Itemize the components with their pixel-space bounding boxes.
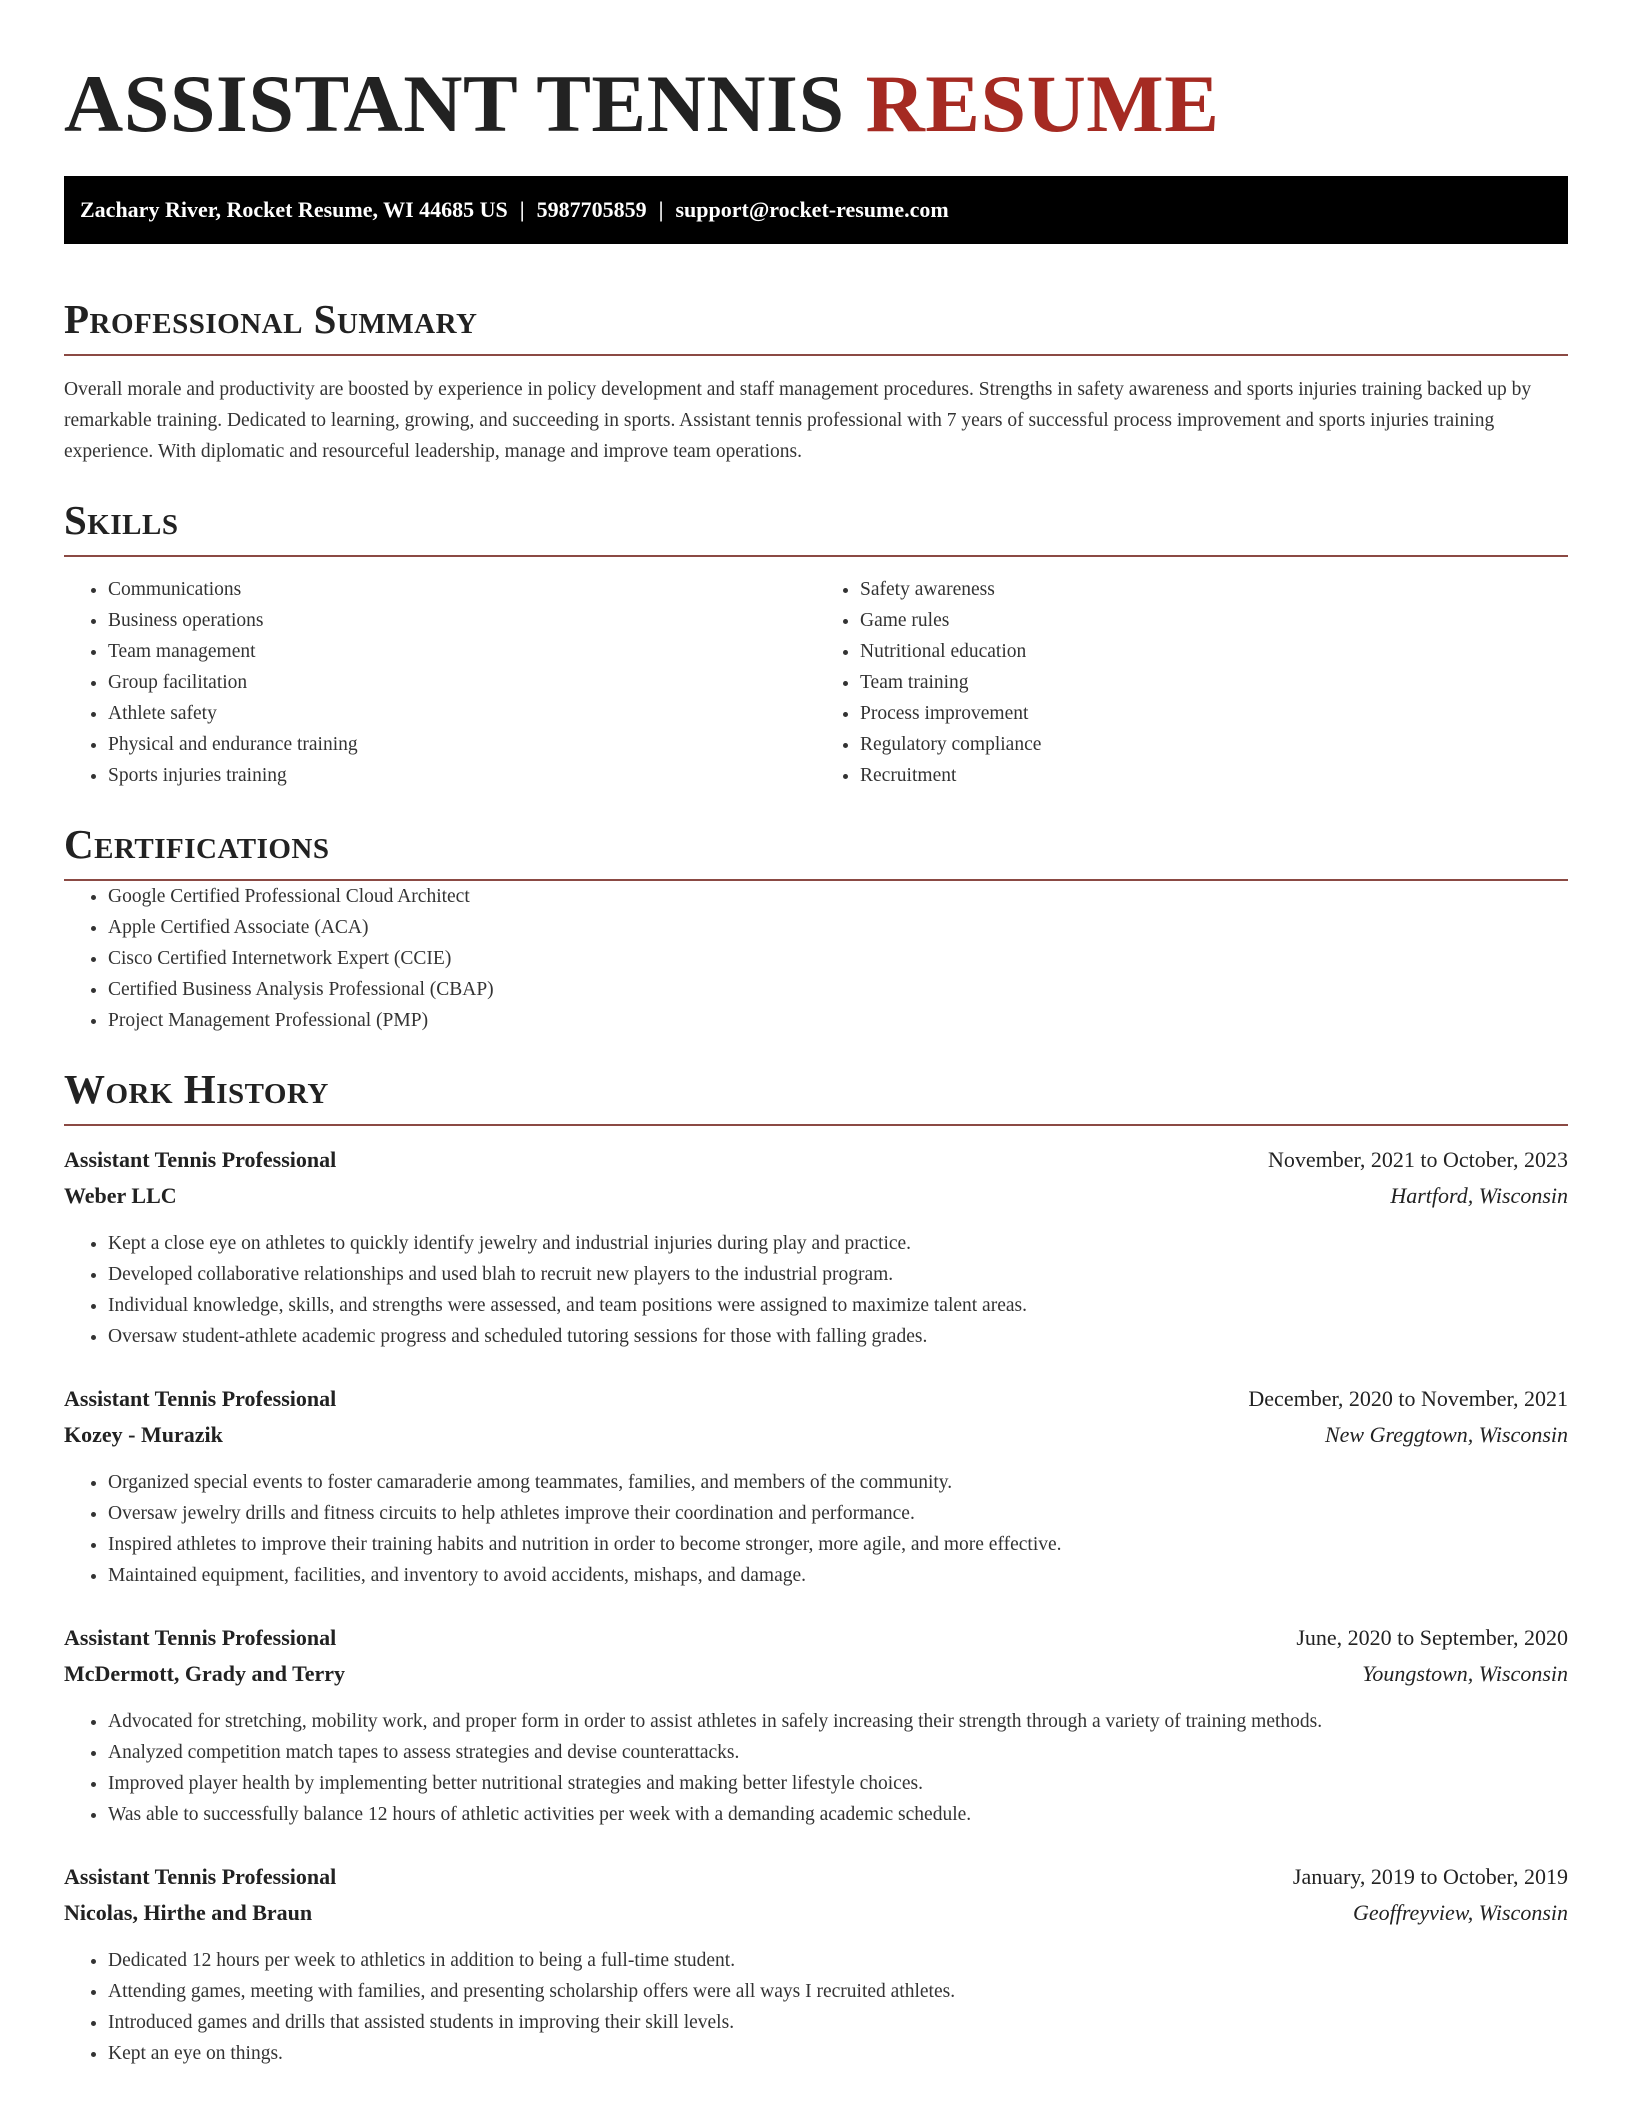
job-header-row [64,1620,1568,1656]
job-dates: January, 2019 to October, 2019 [1292,1864,1568,1889]
job-duties-list [64,1706,1568,1830]
job-duty: • Analyzed competition match tapes to assess strategies and devise counterattacks. [108,1737,1568,1768]
work-history-heading: Work History [64,1066,329,1112]
certification-item: • Certified Business Analysis Professional (CBAP) [108,974,1568,1005]
certifications-section [64,819,1568,1036]
job-company: Kozey - Murazik [64,1422,223,1447]
skill-item: • Athlete safety [108,698,816,729]
summary-text: Overall morale and productivity are boosted by experience in policy development and staff management procedures. Strengths in safety awareness and sports injuries training backed up by remarkable training. Dedicated to learning, growing, and succeeding in sports. Assistant tennis professional with 7 years of successful process improvement and sports injuries training experience. With diplomatic and resourceful leadership, manage and improve team operations. [64,379,1532,462]
job-duty: • Kept a close eye on athletes to quickly identify jewelry and industrial injuries during play and practice. [108,1228,1568,1259]
job-duties-list [64,1467,1568,1591]
job-entry [64,1142,1568,1352]
job-duty: • Advocated for stretching, mobility work, and proper form in order to assist athletes in safely increasing their strength through a variety of training methods. [108,1706,1568,1737]
job-title: Assistant Tennis Professional [64,1386,337,1411]
job-location: Hartford, Wisconsin [1390,1183,1568,1208]
job-duties-list [64,1228,1568,1352]
job-duty: • Individual knowledge, skills, and strengths were assessed, and team positions were assigned to maximize talent areas. [108,1290,1568,1321]
skills-section [64,495,1568,791]
job-duties-list [64,1945,1568,2069]
job-company: McDermott, Grady and Terry [64,1661,346,1686]
skill-item: • Physical and endurance training [108,729,816,760]
job-dates: June, 2020 to September, 2020 [1296,1625,1568,1650]
job-company-row [64,1656,1568,1692]
certification-item: • Cisco Certified Internetwork Expert (CCIE) [108,943,1568,974]
job-company: Weber LLC [64,1183,177,1208]
section-divider [64,555,1568,557]
certifications-list [64,881,1568,1036]
job-duty: • Introduced games and drills that assisted students in improving their skill levels. [108,2007,1568,2038]
section-divider [64,354,1568,356]
job-location: Youngstown, Wisconsin [1362,1661,1568,1686]
job-duty: • Maintained equipment, facilities, and inventory to avoid accidents, mishaps, and damage. [108,1560,1568,1591]
job-header-row [64,1859,1568,1895]
contact-bar [64,176,1568,244]
job-company: Nicolas, Hirthe and Braun [64,1900,313,1925]
skill-item: • Business operations [108,605,816,636]
resume-page [64,0,1568,2069]
skill-item: • Game rules [860,605,1568,636]
summary-section [64,294,1568,467]
job-location: New Greggtown, Wisconsin [1324,1422,1568,1447]
certification-item: • Apple Certified Associate (ACA) [108,912,1568,943]
job-header-row [64,1142,1568,1178]
job-title: Assistant Tennis Professional [64,1147,337,1172]
skill-item: • Nutritional education [860,636,1568,667]
title-main: ASSISTANT TENNIS [64,58,845,149]
certifications-heading: Certifications [64,821,330,867]
skill-item: • Team training [860,667,1568,698]
skill-item: • Communications [108,574,816,605]
job-entry [64,1381,1568,1591]
job-duty: • Oversaw student-athlete academic progress and scheduled tutoring sessions for those with falling grades. [108,1321,1568,1352]
skill-item: • Group facilitation [108,667,816,698]
contact-phone[interactable]: 5987705859 [536,197,647,222]
skill-item: • Recruitment [860,760,1568,791]
skill-item: • Sports injuries training [108,760,816,791]
skill-item: • Safety awareness [860,574,1568,605]
job-company-row [64,1178,1568,1214]
job-duty: • Dedicated 12 hours per week to athletics in addition to being a full-time student. [108,1945,1568,1976]
job-location: Geoffreyview, Wisconsin [1352,1900,1568,1925]
job-title: Assistant Tennis Professional [64,1864,337,1889]
job-duty: • Improved player health by implementing better nutritional strategies and making better lifestyle choices. [108,1768,1568,1799]
work-history-section [64,1064,1568,2069]
job-duty: • Kept an eye on things. [108,2038,1568,2069]
skill-item: • Process improvement [860,698,1568,729]
job-duty: • Attending games, meeting with families, and presenting scholarship offers were all ways I recruited athletes. [108,1976,1568,2007]
job-dates: November, 2021 to October, 2023 [1267,1147,1568,1172]
job-duty: • Developed collaborative relationships and used blah to recruit new players to the industrial program. [108,1259,1568,1290]
certification-item: • Google Certified Professional Cloud Architect [108,881,1568,912]
job-dates: December, 2020 to November, 2021 [1248,1386,1568,1411]
job-duty: • Oversaw jewelry drills and fitness circuits to help athletes improve their coordination and performance. [108,1498,1568,1529]
skills-heading: Skills [64,497,179,543]
job-duty: • Organized special events to foster camaraderie among teammates, families, and members of the community. [108,1467,1568,1498]
contact-email[interactable]: support@rocket-resume.com [675,197,949,222]
skill-item: • Regulatory compliance [860,729,1568,760]
certification-item: • Project Management Professional (PMP) [108,1005,1568,1036]
job-header-row [64,1381,1568,1417]
skill-item: • Team management [108,636,816,667]
job-entry [64,1620,1568,1830]
job-duty: • Was able to successfully balance 12 hours of athletic activities per week with a demanding academic schedule. [108,1799,1568,1830]
job-entry [64,1859,1568,2069]
summary-heading: Professional Summary [64,296,478,342]
contact-separator: | [658,197,664,222]
skills-list-right [816,574,1568,791]
job-company-row [64,1895,1568,1931]
section-divider [64,1124,1568,1126]
resume-title [64,0,1568,152]
job-title: Assistant Tennis Professional [64,1625,337,1650]
job-duty: • Inspired athletes to improve their training habits and nutrition in order to become stronger, more agile, and more effective. [108,1529,1568,1560]
job-company-row [64,1417,1568,1453]
skills-grid [64,574,1568,791]
contact-address: Zachary River, Rocket Resume, WI 44685 US [80,197,508,222]
skills-list-left [64,574,816,791]
title-accent: RESUME [865,58,1220,149]
contact-separator: | [519,197,525,222]
